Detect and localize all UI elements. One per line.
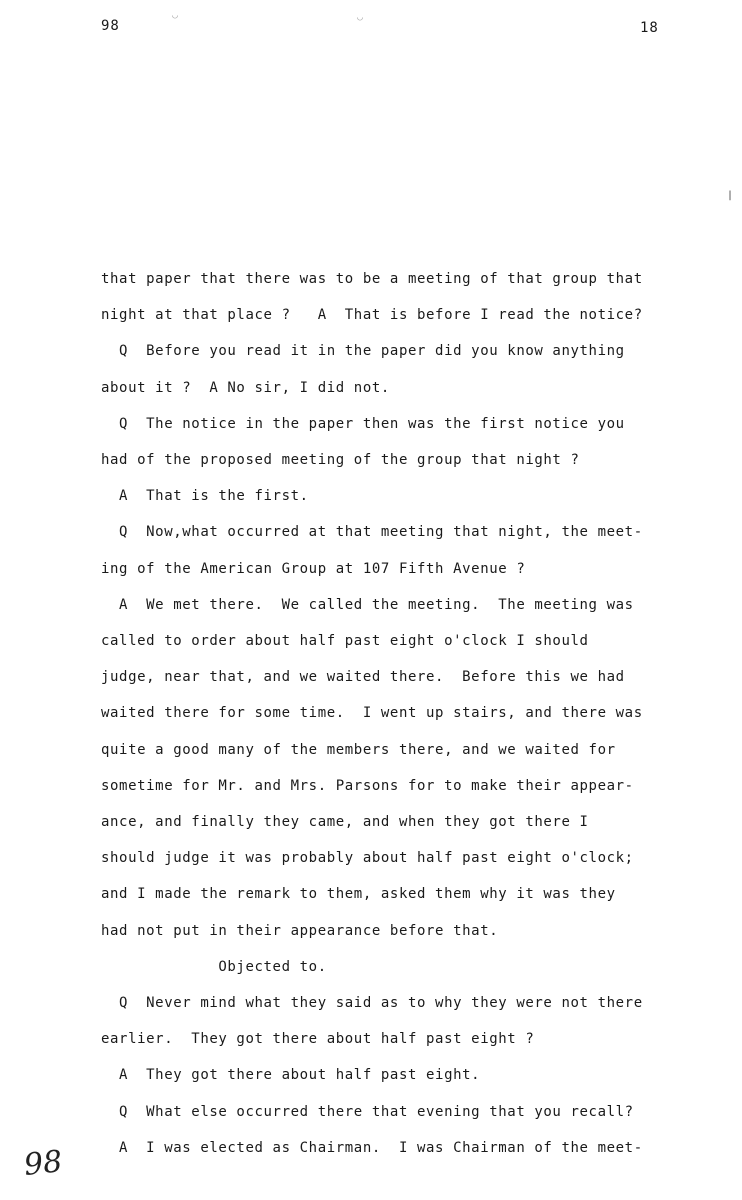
transcript-line: Q Now,what occurred at that meeting that night, the meet- — [101, 524, 643, 540]
transcript-line: earlier. They got there about half past eight ? — [101, 1031, 535, 1047]
transcript-line: A They got there about half past eight. — [101, 1067, 481, 1083]
transcript-line: had of the proposed meeting of the group that night ? — [101, 452, 580, 468]
handwritten-page-number: 98 — [22, 1144, 64, 1183]
transcript-line: waited there for some time. I went up stairs, and there was — [101, 705, 643, 721]
transcript-line: Q Never mind what they said as to why they were not there — [101, 995, 643, 1011]
transcript-line: Q The notice in the paper then was the first notice you — [101, 416, 625, 432]
transcript-line: Q What else occurred there that evening that you recall? — [101, 1104, 634, 1120]
transcript-line: quite a good many of the members there, and we waited for — [101, 742, 616, 758]
transcript-line: should judge it was probably about half past eight o'clock; — [101, 850, 634, 866]
transcript-line: A That is the first. — [101, 488, 309, 504]
transcript-line: Q Before you read it in the paper did you know anything — [101, 343, 625, 359]
transcript-line: and I made the remark to them, asked them why it was they — [101, 886, 616, 902]
page-number-right: 18 — [640, 20, 659, 36]
transcript-line: had not put in their appearance before that. — [101, 923, 499, 939]
transcript-line: called to order about half past eight o'clock I should — [101, 633, 589, 649]
transcript-line: ance, and finally they came, and when they got there I — [101, 814, 589, 830]
scan-speck: ◡ — [357, 12, 364, 23]
transcript-line: Objected to. — [101, 959, 327, 975]
transcript-line: about it ? A No sir, I did not. — [101, 380, 390, 396]
transcript-line: A We met there. We called the meeting. The meeting was — [101, 597, 634, 613]
scan-speck: | — [727, 190, 734, 201]
page-number-left: 98 — [101, 18, 120, 34]
transcript-line: judge, near that, and we waited there. Before this we had — [101, 669, 625, 685]
transcript-line: A I was elected as Chairman. I was Chairman of the meet- — [101, 1140, 643, 1156]
transcript-line: that paper that there was to be a meeting of that group that — [101, 271, 643, 287]
transcript-line: sometime for Mr. and Mrs. Parsons for to make their appear- — [101, 778, 634, 794]
transcript-line: ing of the American Group at 107 Fifth Avenue ? — [101, 561, 526, 577]
scan-speck: ◡ — [172, 10, 179, 21]
transcript-line: night at that place ? A That is before I read the notice? — [101, 307, 643, 323]
